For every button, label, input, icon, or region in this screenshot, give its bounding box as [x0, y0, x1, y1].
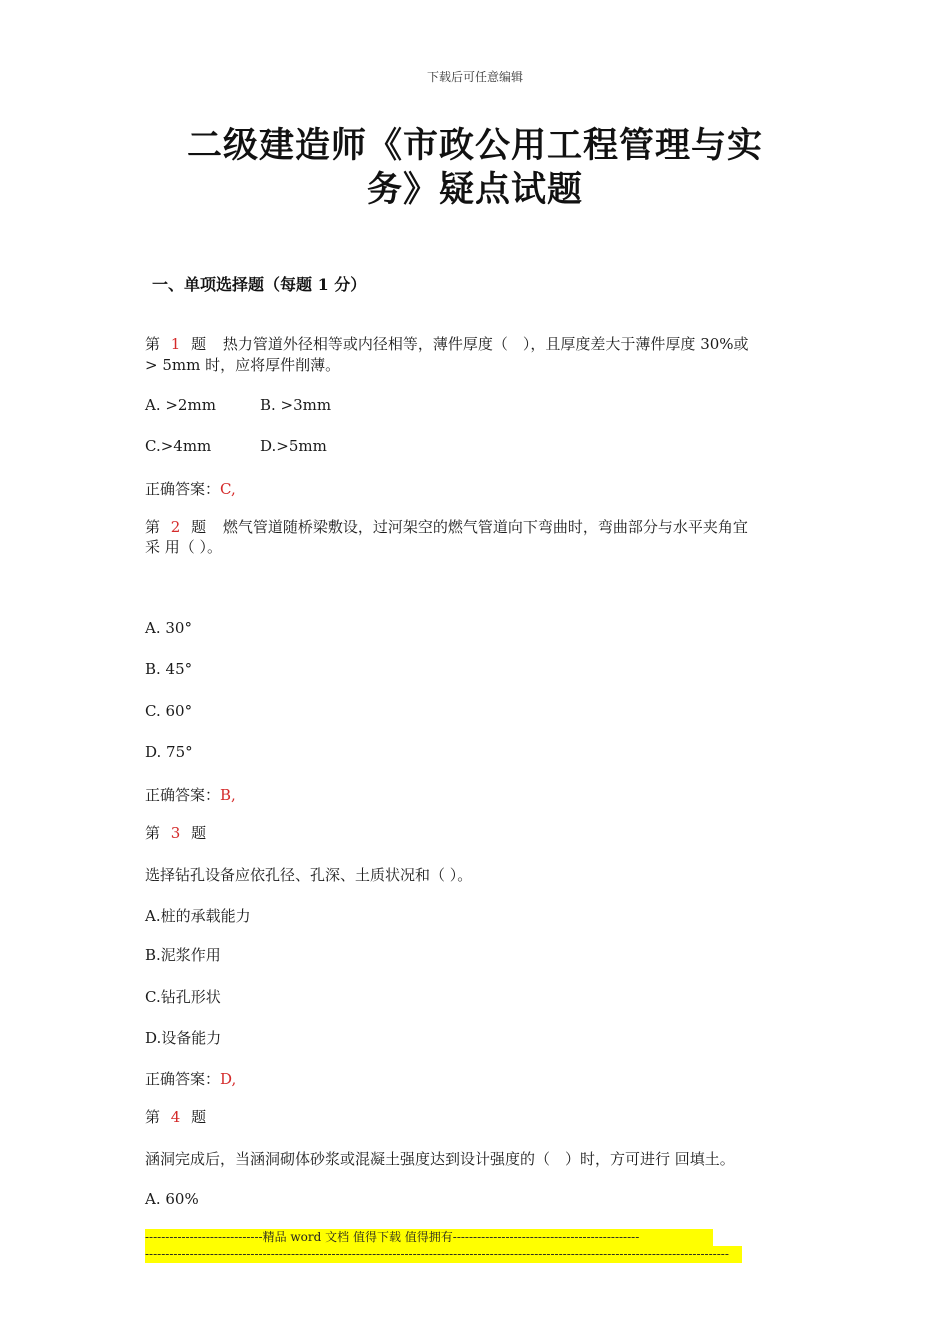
- option-d: D. 75°: [145, 743, 193, 761]
- option-b: B.泥浆作用: [145, 946, 221, 964]
- answer-value: B,: [220, 786, 236, 804]
- option-a: A. 60%: [145, 1190, 199, 1208]
- question-4-text: 涵洞完成后，当涵洞砌体砂浆或混凝土强度达到设计强度的（ ）时，方可进行 回填土。: [145, 1150, 735, 1168]
- question-text: 燃气管道随桥梁敷设，过河架空的燃气管道向下弯曲时，弯曲部分与水平夹角宜: [222, 518, 748, 536]
- section-heading: 一、单项选择题（每题 1 分）: [152, 275, 367, 294]
- answer-1: [145, 478, 236, 499]
- footer-banner-line2: ------------------------------------------------------------------------------------------------------------------------------------------------: [145, 1246, 742, 1263]
- footer-banner-line1: -----------------------------精品 word 文档 值得下载 值得拥有----------------------------------------------: [145, 1229, 713, 1246]
- question-prefix: 第: [145, 335, 161, 353]
- question-number: 2: [170, 518, 181, 536]
- answer-label: 正确答案：: [145, 480, 221, 498]
- question-prefix: 第: [145, 518, 161, 536]
- document-title-line2: 务》疑点试题: [366, 169, 583, 210]
- option-c: C.钻孔形状: [145, 988, 221, 1006]
- option-d: D.设备能力: [145, 1029, 222, 1047]
- question-number: 3: [170, 824, 181, 842]
- question-2-line2: 采 用（ ）。: [145, 538, 223, 556]
- option-d: D.>5mm: [260, 437, 327, 455]
- document-title-line1: 二级建造师《市政公用工程管理与实: [186, 125, 763, 166]
- option-a: A. 30°: [145, 619, 192, 637]
- question-number: 4: [170, 1108, 181, 1126]
- answer-label: 正确答案：: [145, 786, 221, 804]
- option-b: B. 45°: [145, 660, 193, 678]
- answer-3: [145, 1068, 236, 1089]
- question-prefix: 第: [145, 824, 161, 842]
- option-c: C.>4mm: [145, 437, 212, 455]
- question-suffix: 题: [191, 824, 207, 842]
- option-b: B. >3mm: [260, 396, 332, 414]
- question-prefix: 第: [145, 1108, 161, 1126]
- question-suffix: 题: [191, 335, 207, 353]
- option-a: A.桩的承载能力: [145, 907, 251, 925]
- question-1-line1: [145, 333, 749, 354]
- question-number: 1: [170, 335, 181, 353]
- question-suffix: 题: [191, 518, 207, 536]
- answer-value: C,: [220, 480, 236, 498]
- header-note: 下载后可任意编辑: [426, 70, 523, 84]
- option-c: C. 60°: [145, 702, 193, 720]
- question-2-line1: [145, 516, 748, 537]
- answer-value: D,: [220, 1070, 237, 1088]
- answer-2: [145, 784, 236, 805]
- question-3-text: 选择钻孔设备应依孔径、孔深、土质状况和（ ）。: [145, 866, 473, 884]
- question-suffix: 题: [191, 1108, 207, 1126]
- answer-label: 正确答案：: [145, 1070, 221, 1088]
- question-text: 热力管道外径相等或内径相等，薄件厚度（ ），且厚度差大于薄件厚度 30%或: [222, 335, 749, 353]
- question-3-heading: [145, 822, 206, 843]
- question-1-line2: > 5mm 时，应将厚件削薄。: [145, 356, 341, 374]
- question-4-heading: [145, 1106, 206, 1127]
- option-a: A. >2mm: [145, 396, 216, 414]
